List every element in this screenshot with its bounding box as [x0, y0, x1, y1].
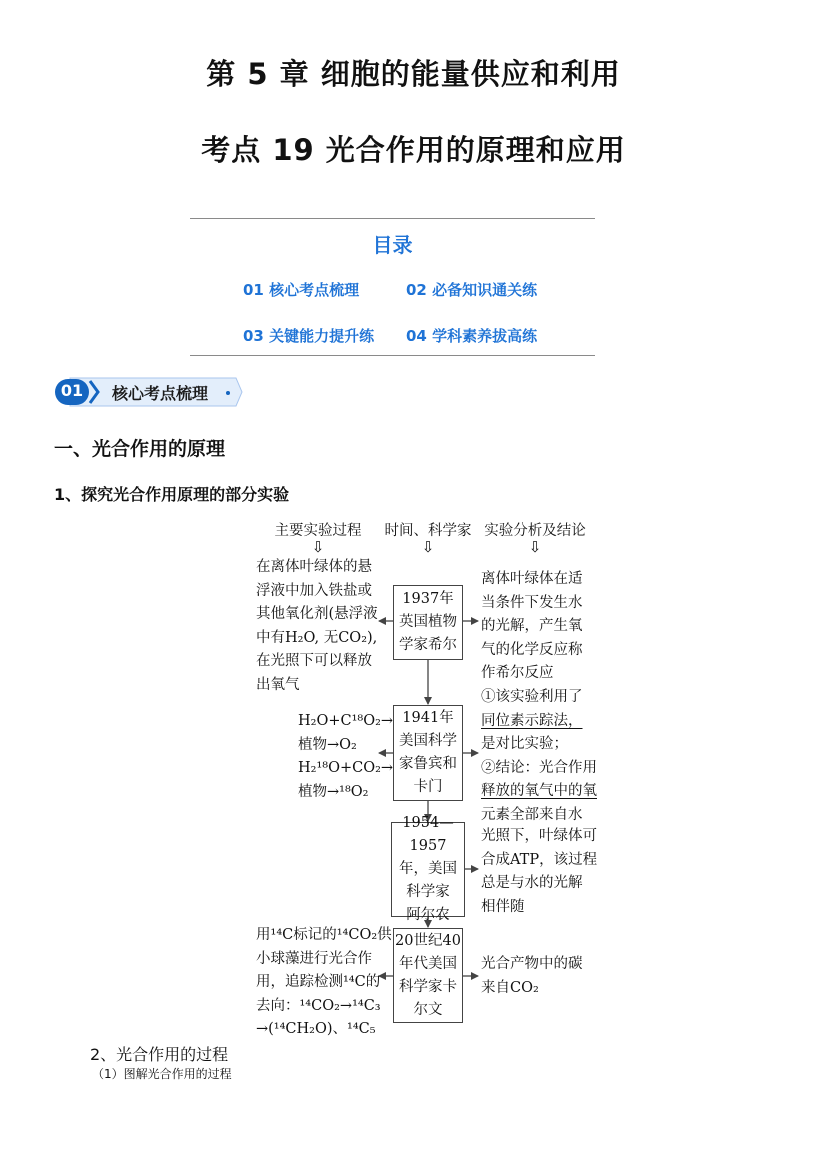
scientist-box-ruben-kamen: 1941年 美国科学 家鲁宾和 卡门: [393, 705, 463, 801]
process-hill: 在离体叶绿体的悬 浮液中加入铁盐或 其他氧化剂(悬浮液 中有H₂O, 无CO₂), 在光照下可以释放 出氧气: [256, 559, 378, 693]
chapter-title: 第 5 章 细胞的能量供应和利用: [206, 57, 621, 91]
scientist-box-arnon: 1954—1957 年，美国 科学家 阿尔农: [391, 822, 465, 917]
toc-item-core[interactable]: 01 核心考点梳理: [243, 281, 360, 299]
heading-principle: 一、光合作用的原理: [54, 438, 226, 460]
toc-item-ability[interactable]: 03 关键能力提升练: [243, 327, 375, 345]
conclusion-arnon: 光照下，叶绿体可 合成ATP，该过程 总是与水的光解 相伴随: [481, 828, 598, 915]
down-arrow-icon: ⇩: [528, 538, 542, 556]
header-scientist: 时间、科学家: [384, 523, 472, 539]
process-calvin: 用¹⁴C标记的¹⁴CO₂供 小球藻进行光合作 用，追踪检测¹⁴C的 去向：¹⁴CO₂→¹⁴C₃ →(¹⁴CH₂O)、¹⁴C₅: [256, 927, 392, 1037]
down-arrow-icon: ⇩: [421, 538, 435, 556]
heading-diagram: （1）图解光合作用的过程: [92, 1067, 232, 1081]
conclusion-ruben-kamen: ①该实验利用了 同位素示踪法， 是对比实验； ②结论：光合作用 释放的氧气中的氧 元素全部来自水: [481, 689, 597, 823]
banner-number: 01: [60, 381, 84, 400]
header-conclusion: 实验分析及结论: [484, 523, 586, 539]
conclusion-calvin: 光合产物中的碳 来自CO₂: [481, 956, 583, 996]
toc-item-essential[interactable]: 02 必备知识通关练: [406, 281, 538, 299]
toc-item-literacy[interactable]: 04 学科素养拔高练: [406, 327, 538, 345]
topic-title: 考点 19 光合作用的原理和应用: [201, 133, 626, 167]
header-process: 主要实验过程: [274, 523, 362, 539]
banner-label: 核心考点梳理: [112, 384, 209, 403]
heading-experiments: 1、探究光合作用原理的部分实验: [54, 485, 290, 504]
process-ruben-kamen: H₂O+C¹⁸O₂→ 植物→O₂ H₂¹⁸O+CO₂→ 植物→¹⁸O₂: [298, 713, 394, 800]
conclusion-hill: 离体叶绿体在适 当条件下发生水 的光解，产生氧 气的化学反应称 作希尔反应: [481, 571, 583, 681]
down-arrow-icon: ⇩: [311, 538, 325, 556]
heading-process: 2、光合作用的过程: [90, 1045, 229, 1064]
scientist-box-calvin: 20世纪40 年代美国 科学家卡 尔文: [393, 928, 463, 1023]
scientist-box-hill: 1937年 英国植物 学家希尔: [393, 585, 463, 660]
toc-heading: 目录: [372, 233, 413, 257]
